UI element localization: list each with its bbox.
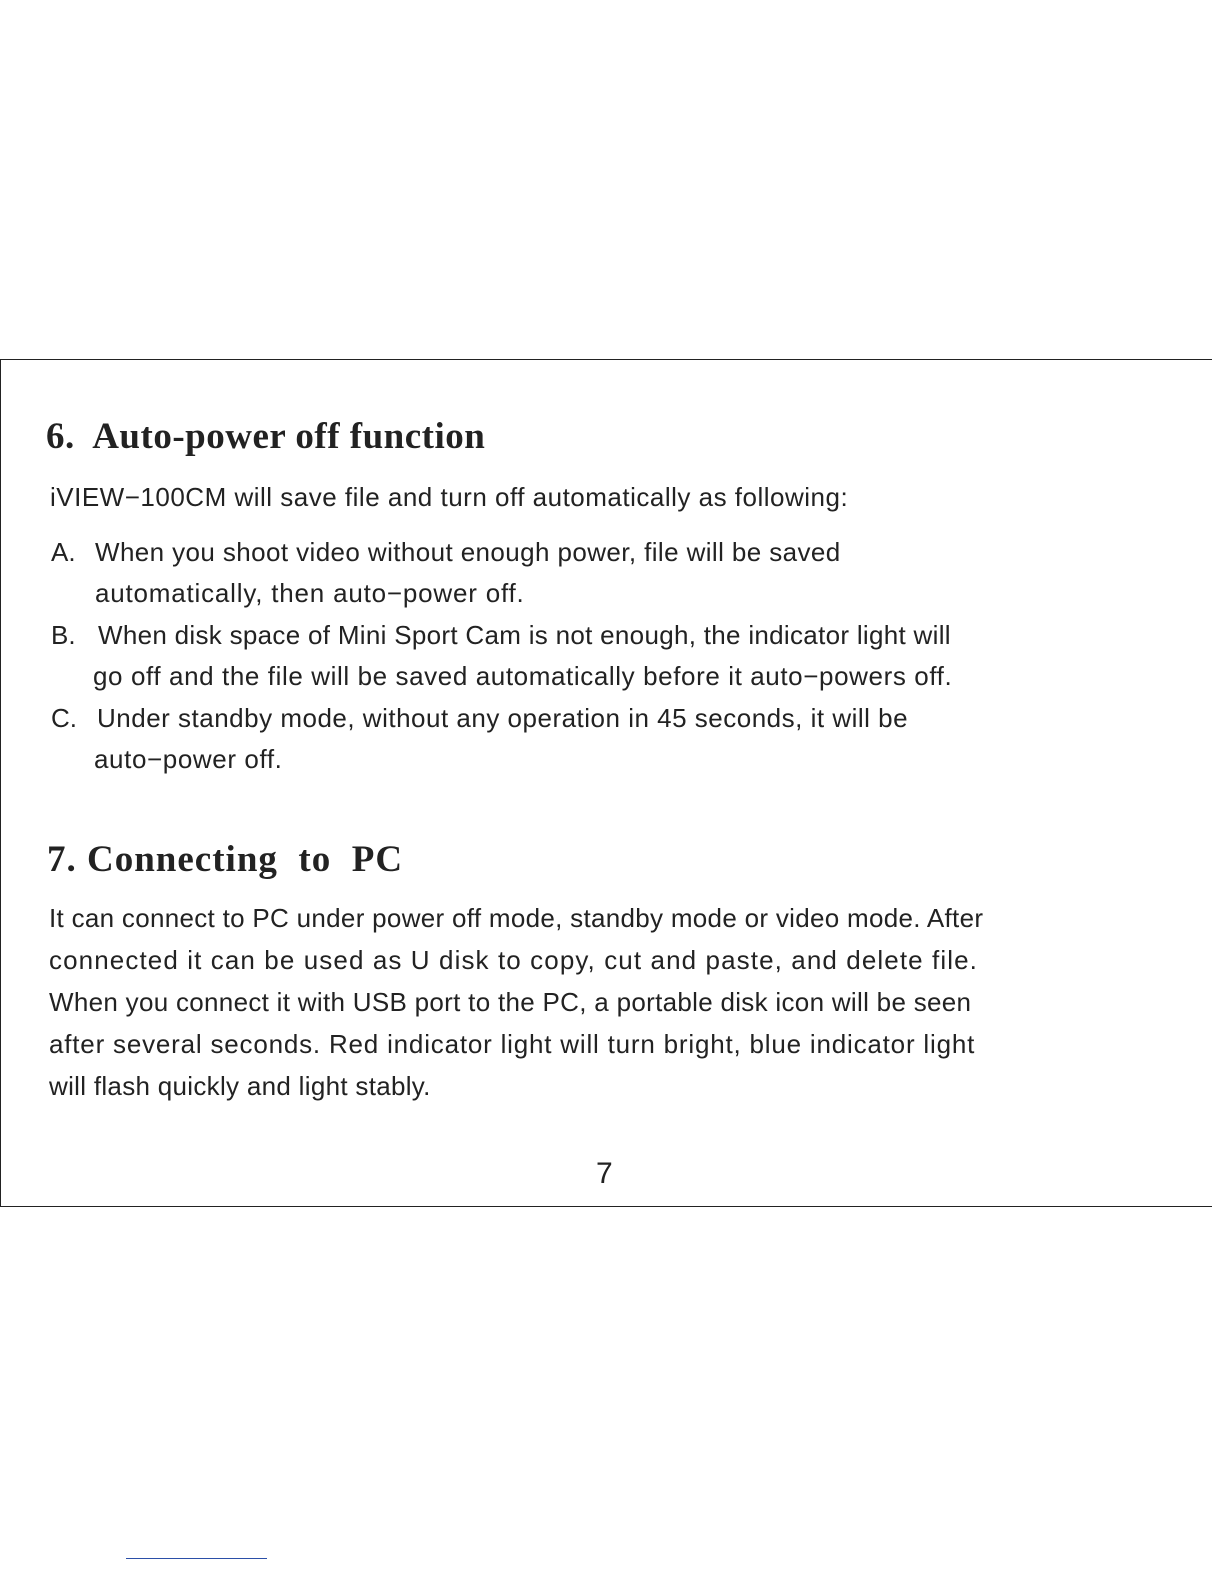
list-item-letter-c: C. [51, 703, 77, 733]
section-7-line-1: It can connect to PC under power off mode, standby mode or video mode. After [49, 903, 984, 933]
section-7-line-4: after several seconds. Red indicator light will turn bright, blue indicator light [49, 1029, 976, 1059]
section-6-heading: 6. Auto-power off function [46, 416, 486, 457]
list-item-letter-b: B. [51, 620, 76, 650]
section-7-line-5: will flash quickly and light stably. [49, 1071, 431, 1101]
section-7-line-2: connected it can be used as U disk to copy, cut and paste, and delete file. [49, 945, 978, 975]
list-item-c-line-1: Under standby mode, without any operation in 45 seconds, it will be [97, 703, 909, 733]
section-7-line-3: When you connect it with USB port to the PC, a portable disk icon will be seen [49, 987, 972, 1017]
list-item-c-line-2: auto−power off. [94, 744, 283, 774]
list-item-a-line-1: When you shoot video without enough power, file will be saved [95, 537, 841, 567]
section-7-heading: 7. Connecting to PC [47, 839, 404, 880]
page-number: 7 [596, 1157, 613, 1190]
section-6-intro: iVIEW−100CM will save file and turn off automatically as following: [50, 482, 849, 512]
footer-link-underline [126, 1558, 267, 1559]
list-item-letter-a: A. [51, 537, 76, 567]
list-item-b-line-1: When disk space of Mini Sport Cam is not enough, the indicator light will [98, 620, 951, 650]
list-item-b-line-2: go off and the file will be saved automatically before it auto−powers off. [93, 661, 953, 691]
list-item-a-line-2: automatically, then auto−power off. [95, 578, 525, 608]
